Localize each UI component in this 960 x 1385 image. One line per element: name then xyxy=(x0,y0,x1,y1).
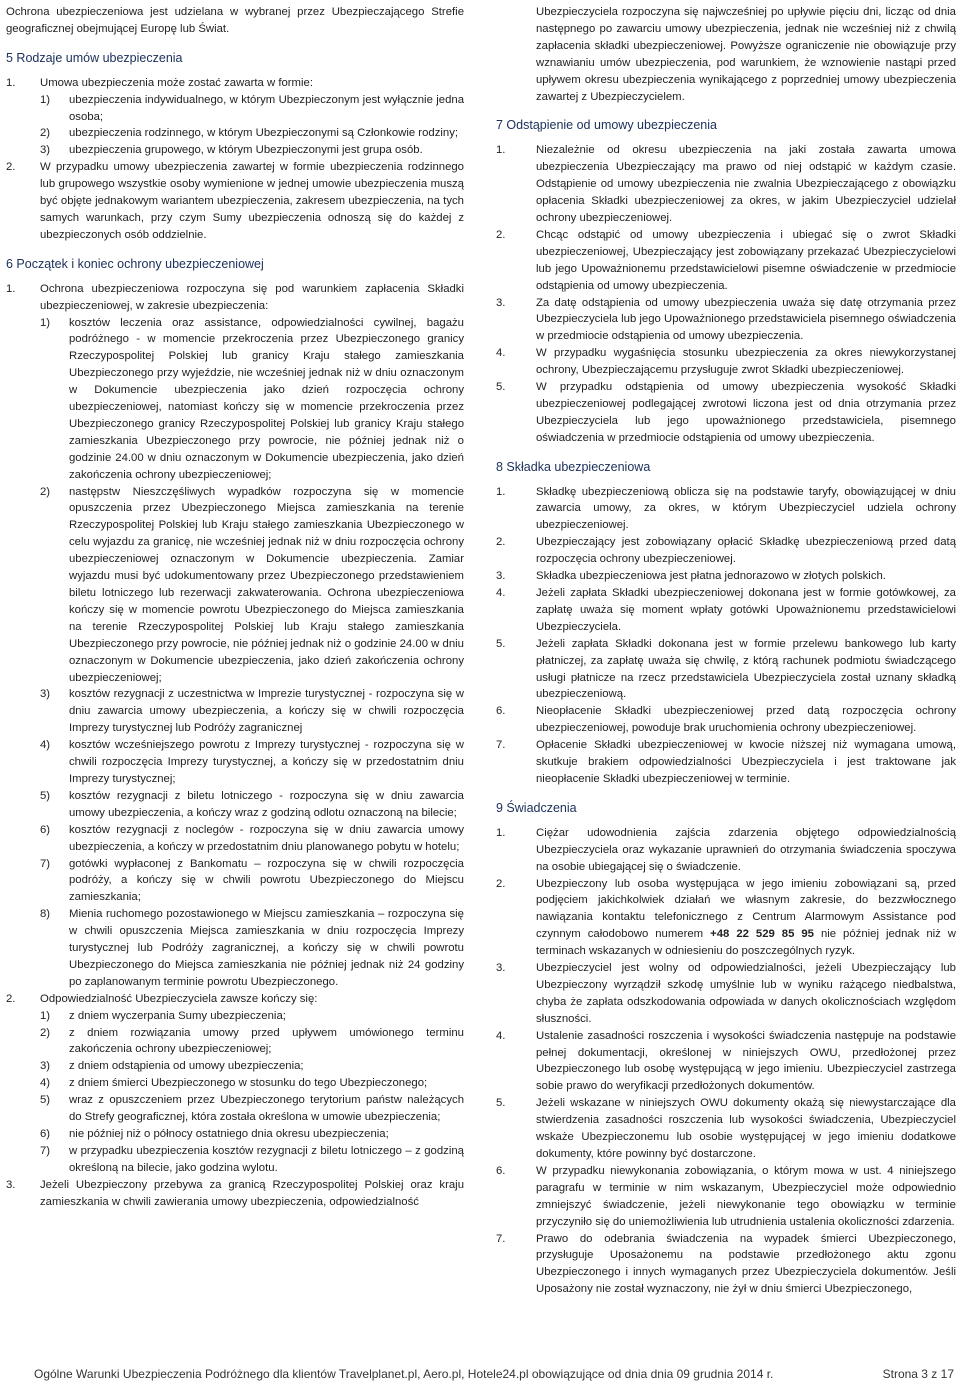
s9-item: 3. Ubezpieczyciel jest wolny od odpowiedzialności, jeżeli Ubezpieczający lub Ubezpieczony wyrządził szkodę umyślnie lub w wyniku rażącego niedbalstwa, chyba że zapłata odszkodowania odpowiada w danych okolicznościach względom słuszności. xyxy=(496,962,956,1025)
s6-list-item: 2) następstw Nieszczęśliwych wypadków rozpoczyna się w momencie opuszczenia przez Ubezpieczonego Miejsca zamieszkania na terenie Rzeczypospolitej Polskiej lub Kraju stałego zamieszkania Ubezpieczonego w celu wyjazdu za granicę, nie wcześniej jednak niż w dniu rozpoczęcia ochrony ubezpieczeniowej oznaczonym w Dokumencie ubezpieczenia. Zamiar wyjazdu musi być udokumentowany przez Ubezpieczonego przedstawieniem biletu lotniczego lub rezerwacji zakwaterowania. Ochrona ubezpieczeniowa kończy się w momencie powrotu Ubezpieczonego do Miejsca zamieszkania na terenie Rzeczypospolitej Polskiej lub Kraju stałego zamieszkania Ubezpieczonego przy powrocie, nie później jednak niż o godzinie 24.00 w dniu oznaczonym w Dokumencie ubezpieczenia, jako dzień zakończenia ochrony ubezpieczeniowej; xyxy=(40,485,464,684)
s8-item: 4. Jeżeli zapłata Składki ubezpieczeniowej dokonana jest w formie gotówkowej, za zapłatę uważa się moment wpłaty gotówki Upoważnionemu przedstawicielowi Ubezpieczyciela. xyxy=(496,587,956,633)
section-8-heading: 8 Składka ubezpieczeniowa xyxy=(496,459,651,474)
s8-item: 7. Opłacenie Składki ubezpieczeniowej w kwocie niższej niż wymagana umową, skutkuje brakiem odpowiedzialności Ubezpieczyciela i jest traktowane jak nieopłacenie Składki ubezpieczeniowej w terminie. xyxy=(496,739,956,785)
section-9-heading: 9 Świadczenia xyxy=(496,800,577,815)
s5-point-2: 2. W przypadku umowy ubezpieczenia zawartej w formie ubezpieczenia rodzinnego lub grupowego wszystkie osoby wymienione w jednej umowie ubezpieczenia muszą być objęte jednakowym wariantem ubezpieczenia, zakresem ubezpieczenia, na tych samych warunkach, przy czym Sumy ubezpieczenia odnoszą się do każdej z ubezpieczonych osób oddzielnie. xyxy=(6,161,464,241)
s9-item: 7. Prawo do odebrania świadczenia na wypadek śmierci Ubezpieczonego, przysługuje Uposażonemu na podstawie przedłożonego aktu zgonu Ubezpieczonego i innych wymaganych przez Ubezpieczyciela dokumentów. Jeśli Uposażony nie został wyznaczony, nie żył w dniu śmierci Ubezpieczonego, xyxy=(496,1232,956,1296)
s6-list-item: 1) kosztów leczenia oraz assistance, odpowiedzialności cywilnej, bagażu podróżnego - w momencie przekroczenia przez Ubezpieczonego granicy Rzeczypospolitej Polskiej lub granicy Kraju stałego zamieszkania Ubezpieczonego przy wyjeździe, nie wcześniej jednak niż w dniu oznaczonym w Dokumencie ubezpieczenia jako dzień rozpoczęcia ochrony ubezpieczeniowej, natomiast kończy się w momencie przekroczenia przez Ubezpieczonego granicy Rzeczypospolitej Polskiej lub granicy Kraju stałego zamieszkania Ubezpieczonego przy powrocie, nie później jednak niż o godzinie 24.00 w dniu oznaczonym w Dokumencie ubezpieczenia, jako dzień zakończenia ochrony ubezpieczeniowej; xyxy=(40,316,464,481)
continued-paragraph: Ubezpieczyciela rozpoczyna się najwcześniej po upływie pięciu dni, licząc od dnia następnego po zawarciu umowy ubezpieczenia, jednak nie wcześniej niż z chwilą zapłacenia składki ubezpieczeniowej. Powyższe ograniczenie nie obowiązuje przy wznawianiu umów ubezpieczenia, pod warunkiem, że wznowienie nastąpi przed upływem okresu ubezpieczenia wynikającego z poprzedniej umowy ubezpieczenia zawartej z Ubezpieczycielem. xyxy=(536,6,956,103)
s5-point-1: 1. Umowa ubezpieczenia może zostać zawarta w formie: xyxy=(6,75,464,92)
left-column xyxy=(6,4,464,1211)
s6-list-item: 5) kosztów rezygnacji z biletu lotniczego - rozpoczyna się w dniu zawarcia umowy ubezpieczenia, a kończy wraz z godziną odlotu oznaczoną na bilecie; xyxy=(40,789,464,819)
s6-end-item: 5) wraz z opuszczeniem przez Ubezpieczonego terytorium państw należących do Strefy geograficznej, która została określona w umowie ubezpieczenia; xyxy=(40,1094,464,1124)
s6-list-item: 6) kosztów rezygnacji z noclegów - rozpoczyna się w dniu zawarcia umowy ubezpieczenia, a kończy w przedostatnim dniu planowanego pobytu w hotelu; xyxy=(40,823,464,853)
s9-item: 6. W przypadku niewykonania zobowiązania, o którym mowa w ust. 4 niniejszego paragrafu w terminie w nim wskazanym, Ubezpieczyciel może odpowiednio zmniejszyć świadczenie, jeżeli niewykonanie tego obowiązku w terminie przyczyniło się do uniemożliwienia lub utrudnienia ustalenia okoliczności zdarzenia. xyxy=(496,1164,956,1228)
s5-list-item: 1) ubezpieczenia indywidualnego, w którym Ubezpieczonym jest wyłącznie jedna osoba; xyxy=(40,93,464,123)
s5-point-1-text: Umowa ubezpieczenia może zostać zawarta w formie: xyxy=(40,76,313,89)
footer-document-title: Ogólne Warunki Ubezpieczenia Podróżnego dla klientów Travelplanet.pl, Aero.pl, Hotele24.pl obowiązujące od dnia dnia 09 grudnia 2014 r. xyxy=(34,1367,774,1381)
s6-end-item: 1) z dniem wyczerpania Sumy ubezpieczenia; xyxy=(40,1009,286,1022)
s7-item: 5. W przypadku odstąpienia od umowy ubezpieczenia wysokość Składki ubezpieczeniowej podlegającej zwrotowi liczona jest od dnia otrzymania przez Ubezpieczyciela lub jego upoważnionego przedstawiciela, pisemnego oświadczenia w przedmiocie odstąpienia od umowy ubezpieczenia. xyxy=(496,381,956,444)
s6-end-item: 4) z dniem śmierci Ubezpieczonego w stosunku do tego Ubezpieczonego; xyxy=(40,1077,428,1090)
s9-item: 5. Jeżeli wskazane w niniejszych OWU dokumenty okażą się niewystarczające dla stwierdzenia zasadności roszczenia lub wysokości świadczenia, Ubezpieczyciel wskaże Ubezpieczonemu lub osobie występującej w jego imieniu dodatkowe dokumenty, które powinny być dostarczone. xyxy=(496,1097,956,1160)
s6-list-item: 4) kosztów wcześniejszego powrotu z Imprezy turystycznej - rozpoczyna się w chwili rozpoczęcia Imprezy turystycznej, a kończy się w przedostatnim dniu Imprezy turystycznej; xyxy=(40,739,464,785)
s5-list-item: 2) ubezpieczenia rodzinnego, w którym Ubezpieczonymi są Członkowie rodziny; xyxy=(40,127,459,140)
s5-list-item: 3) ubezpieczenia grupowego, w którym Ubezpieczonymi jest grupa osób. xyxy=(40,144,423,157)
s8-item: 6. Nieopłacenie Składki ubezpieczeniowej przed datą rozpoczęcia ochrony ubezpieczeniowej, powoduje brak uruchomienia ochrony ubezpieczeniowej. xyxy=(496,705,956,735)
s8-item: 5. Jeżeli zapłata Składki dokonana jest w formie przelewu bankowego lub karty płatniczej, za zapłatę uważa się chwilę, z którą rachunek podmiotu świadczącego usługi płatnicze na rzecz przedstawiciela Ubezpieczyciela został uznany składką ubezpieczeniową. xyxy=(496,637,956,701)
s7-item: 4. W przypadku wygaśnięcia stosunku ubezpieczenia za okres niewykorzystanej ochrony, Ubezpieczającemu przysługuje zwrot Składki ubezpieczeniowej. xyxy=(496,347,956,377)
s6-point-1: 1. Ochrona ubezpieczeniowa rozpoczyna się pod warunkiem zapłacenia Składki ubezpieczeniowej, w zakresie ubezpieczenia: xyxy=(6,282,464,312)
s8-item: 3. Składka ubezpieczeniowa jest płatna jednorazowo w złotych polskich. xyxy=(496,570,886,583)
s9-item: 4. Ustalenie zasadności roszczenia i wysokości świadczenia następuje na podstawie pełnej dokumentacji, określonej w niniejszych OWU, przedłożonej przez Ubezpieczonego lub osobę występującą w jego imieniu. Ubezpieczyciel zastrzega sobie prawo do weryfikacji przedłożonych dokumentów. xyxy=(496,1029,956,1093)
s6-list-item: 7) gotówki wypłaconej z Bankomatu – rozpoczyna się w chwili rozpoczęcia podróży, a kończy się w chwili powrotu Ubezpieczonego do Miejscu zamieszkania; xyxy=(40,857,464,904)
right-column xyxy=(496,4,956,1298)
s6-list-item: 3) kosztów rezygnacji z uczestnictwa w Imprezie turystycznej - rozpoczyna się w dniu zawarcia umowy ubezpieczenia, a kończy się w chwili rozpoczęcia Imprezy turystycznej lub Podróży zagranicznej xyxy=(40,688,464,735)
s9-item: 2. Ubezpieczony lub osoba występująca w jego imieniu zobowiązani są, przed podjęciem jakichkolwiek działań we własnym zakresie, do bezzwłocznego nawiązania kontaktu telefonicznego z Centrum Alarmowym Assistance pod czynnym całodobowo numerem +48 22 529 85 95 nie później jednak niż w terminach wskazanych w odniesieniu do poszczególnych ryzyk. xyxy=(496,877,956,958)
s9-item: 1. Ciężar udowodnienia zajścia zdarzenia objętego odpowiedzialnością Ubezpieczyciela oraz wykazanie uprawnień do otrzymania świadczenia spoczywa na osobie ubiegającej się o świadczenie. xyxy=(496,826,956,873)
s6-end-item: 7) w przypadku ubezpieczenia kosztów rezygnacji z biletu lotniczego – z godziną określoną na bilecie, jako godzina wylotu. xyxy=(40,1144,464,1174)
s6-point-2: 2. Odpowiedzialność Ubezpieczyciela zawsze kończy się: xyxy=(6,992,318,1005)
section-6-heading: 6 Początek i koniec ochrony ubezpieczeniowej xyxy=(6,256,264,271)
page-number: Strona 3 z 17 xyxy=(882,1367,954,1381)
assistance-phone-number: +48 22 529 85 95 xyxy=(710,928,814,941)
page-footer xyxy=(34,1366,954,1383)
s7-item: 3. Za datę odstąpienia od umowy ubezpieczenia uważa się datę otrzymania przez Ubezpieczyciela lub jego Upoważnionego przedstawiciela pisemnego oświadczenia w przedmiocie odstąpienia od umowy ubezpieczenia. xyxy=(496,296,956,343)
s8-item: 2. Ubezpieczający jest zobowiązany opłacić Składkę ubezpieczeniową przed datą rozpoczęcia ochrony ubezpieczeniowej. xyxy=(496,536,956,566)
s6-end-item: 6) nie później niż o północy ostatniego dnia okresu ubezpieczenia; xyxy=(40,1128,389,1140)
s7-item: 1. Niezależnie od okresu ubezpieczenia na jaki została zawarta umowa ubezpieczenia Ubezpieczający ma prawo od niej odstąpić w każdym czasie. Odstąpienie od umowy ubezpieczenia nie zwalnia Ubezpieczającego z obowiązku opłacenia Składki ubezpieczeniowej za okres, w jakim Ubezpieczyciel udzielał ochrony ubezpieczeniowej. xyxy=(496,144,956,224)
section-5-heading: 5 Rodzaje umów ubezpieczenia xyxy=(6,50,183,65)
s6-list-item: 8) Mienia ruchomego pozostawionego w Miejscu zamieszkania – rozpoczyna się w chwili opuszczenia Miejsca zamieszkania w dniu rozpoczęcia Imprezy turystycznej lub Podróży zagranicznej, a kończy się w chwili powrotu Ubezpieczonego do Miejsca zamieszkania nie później jednak niż 24 godziny po zaplanowanym terminie powrotu Ubezpieczonego. xyxy=(40,908,464,988)
s6-point-3: 3. Jeżeli Ubezpieczony przebywa za granicą Rzeczypospolitej Polskiej oraz kraju zamieszkania w chwili zawierania umowy ubezpieczenia, odpowiedzialność xyxy=(6,1178,464,1208)
s6-end-item: 2) z dniem rozwiązania umowy przed upływem umówionego terminu zakończenia ochrony ubezpieczeniowej; xyxy=(40,1026,464,1056)
s7-item: 2. Chcąc odstąpić od umowy ubezpieczenia i ubiegać się o zwrot Składki ubezpieczeniowej, Ubezpieczający jest zobowiązany przekazać Ubezpieczycielowi lub jego Upoważnionemu przedstawicielowi pisemne oświadczenie w przedmiocie odstąpienia od umowy ubezpieczenia. xyxy=(496,228,956,292)
s6-end-item: 3) z dniem odstąpienia od umowy ubezpieczenia; xyxy=(40,1060,304,1073)
section-7-heading: 7 Odstąpienie od umowy ubezpieczenia xyxy=(496,118,717,133)
s8-item: 1. Składkę ubezpieczeniową oblicza się na podstawie taryfy, obowiązującej w dniu zawarcia umowy, za okres, w którym Ubezpieczyciel udziela ochrony ubezpieczeniowej. xyxy=(496,485,956,532)
intro-paragraph: Ochrona ubezpieczeniowa jest udzielana w wybranej przez Ubezpieczającego Strefie geograficznej obejmującej Europę lub Świat. xyxy=(6,6,464,35)
